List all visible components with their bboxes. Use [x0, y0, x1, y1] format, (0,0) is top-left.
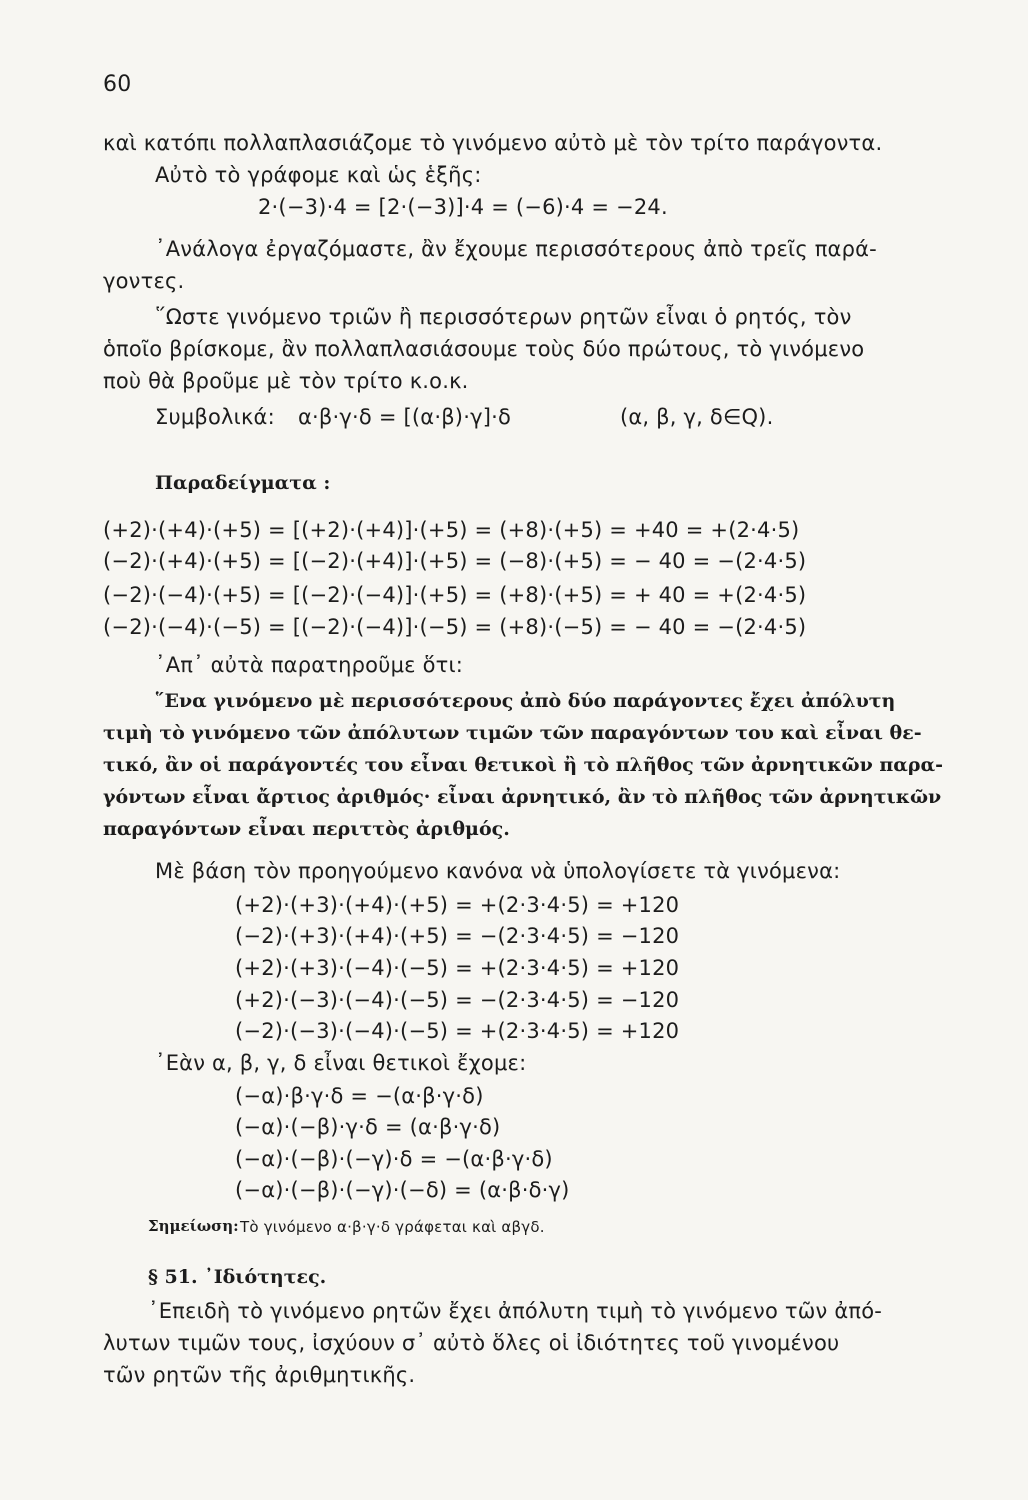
intro-equation: 2·(−3)·4 = [2·(−3)]·4 = (−6)·4 = −24. — [258, 195, 668, 219]
rule-line: ῞Ενα γινόμενο μὲ περισσότερους ἀπὸ δύο παράγοντες ἔχει ἀπόλυτη — [155, 690, 896, 712]
symbolic-label: Συμβολικά: — [155, 405, 275, 429]
based-on-rule-text: Μὲ βάση τὸν προηγούμενο κανόνα νὰ ὑπολογίσετε τὰ γινόμενα: — [155, 859, 841, 883]
intro-line: ᾿Ανάλογα ἐργαζόμαστε, ἂν ἔχουμε περισσότερους ἀπὸ τρεῖς παρά- — [155, 237, 877, 261]
sign-rule-equation: (−α)·β·γ·δ = −(α·β·γ·δ) — [235, 1084, 484, 1108]
product-equation: (+2)·(−3)·(−4)·(−5) = −(2·3·4·5) = −120 — [235, 988, 680, 1012]
example-equation: (−2)·(+4)·(+5) = [(−2)·(+4)]·(+5) = (−8)·(+5) = − 40 = −(2·4·5) — [103, 549, 807, 573]
intro-line: ποὺ θὰ βροῦμε μὲ τὸν τρίτο κ.ο.κ. — [103, 369, 469, 393]
sign-rule-equation: (−α)·(−β)·(−γ)·(−δ) = (α·β·δ·γ) — [235, 1178, 570, 1202]
intro-line: καὶ κατόπι πολλαπλασιάζομε τὸ γινόμενο αὐτὸ μὲ τὸν τρίτο παράγοντα. — [103, 131, 883, 155]
rule-line: τικό, ἂν οἱ παράγοντές του εἶναι θετικοὶ ἢ τὸ πλῆθος τῶν ἀρνητικῶν παρα- — [103, 754, 944, 776]
page-number: 60 — [103, 72, 132, 97]
product-equation: (+2)·(+3)·(+4)·(+5) = +(2·3·4·5) = +120 — [235, 893, 680, 917]
closing-line: ᾿Επειδὴ τὸ γινόμενο ρητῶν ἔχει ἀπόλυτη τιμὴ τὸ γινόμενο τῶν ἀπό- — [148, 1299, 883, 1323]
product-equation: (−2)·(+3)·(+4)·(+5) = −(2·3·4·5) = −120 — [235, 924, 680, 948]
example-equation: (−2)·(−4)·(+5) = [(−2)·(−4)]·(+5) = (+8)·(+5) = + 40 = +(2·4·5) — [103, 583, 807, 607]
sign-rule-equation: (−α)·(−β)·γ·δ = (α·β·γ·δ) — [235, 1115, 501, 1139]
example-equation: (+2)·(+4)·(+5) = [(+2)·(+4)]·(+5) = (+8)·(+5) = +40 = +(2·4·5) — [103, 518, 800, 542]
section-heading: § 51. ᾿Ιδιότητες. — [148, 1266, 327, 1288]
examples-heading: Παραδείγματα : — [155, 472, 331, 494]
if-positive-text: ᾿Εὰν α, β, γ, δ εἶναι θετικοὶ ἔχομε: — [155, 1051, 527, 1075]
rule-line: τιμὴ τὸ γινόμενο τῶν ἀπόλυτων τιμῶν τῶν παραγόντων του καὶ εἶναι θε- — [103, 722, 922, 744]
rule-line: γόντων εἶναι ἄρτιος ἀριθμός· εἶναι ἀρνητικό, ἂν τὸ πλῆθος τῶν ἀρνητικῶν — [103, 786, 942, 808]
intro-line: γοντες. — [103, 269, 185, 293]
intro-line: ὁποῖο βρίσκομε, ἂν πολλαπλασιάσουμε τοὺς δύο πρώτους, τὸ γινόμενο — [103, 337, 865, 361]
symbolic-condition: (α, β, γ, δ∈Q). — [620, 405, 774, 429]
product-equation: (−2)·(−3)·(−4)·(−5) = +(2·3·4·5) = +120 — [235, 1019, 680, 1043]
intro-line: ῞Ωστε γινόμενο τριῶν ἢ περισσότερων ρητῶν εἶναι ὁ ρητός, τὸν — [155, 305, 852, 329]
note-label: Σημείωση: — [148, 1217, 239, 1235]
rule-line: παραγόντων εἶναι περιττὸς ἀριθμός. — [103, 818, 510, 840]
product-equation: (+2)·(+3)·(−4)·(−5) = +(2·3·4·5) = +120 — [235, 956, 680, 980]
symbolic-formula: α·β·γ·δ = [(α·β)·γ]·δ — [298, 405, 512, 429]
intro-line: Αὐτὸ τὸ γράφομε καὶ ὡς ἑξῆς: — [155, 163, 482, 187]
closing-line: τῶν ρητῶν τῆς ἀριθμητικῆς. — [103, 1363, 416, 1387]
note-text: Τὸ γινόμενο α·β·γ·δ γράφεται καὶ αβγδ. — [240, 1218, 545, 1236]
closing-line: λυτων τιμῶν τους, ἰσχύουν σ᾿ αὐτὸ ὅλες οἱ ἰδιότητες τοῦ γινομένου — [103, 1331, 840, 1355]
example-equation: (−2)·(−4)·(−5) = [(−2)·(−4)]·(−5) = (+8)·(−5) = − 40 = −(2·4·5) — [103, 615, 807, 639]
observation-text: ᾿Απ᾿ αὐτὰ παρατηροῦμε ὅτι: — [155, 653, 464, 677]
sign-rule-equation: (−α)·(−β)·(−γ)·δ = −(α·β·γ·δ) — [235, 1147, 553, 1171]
